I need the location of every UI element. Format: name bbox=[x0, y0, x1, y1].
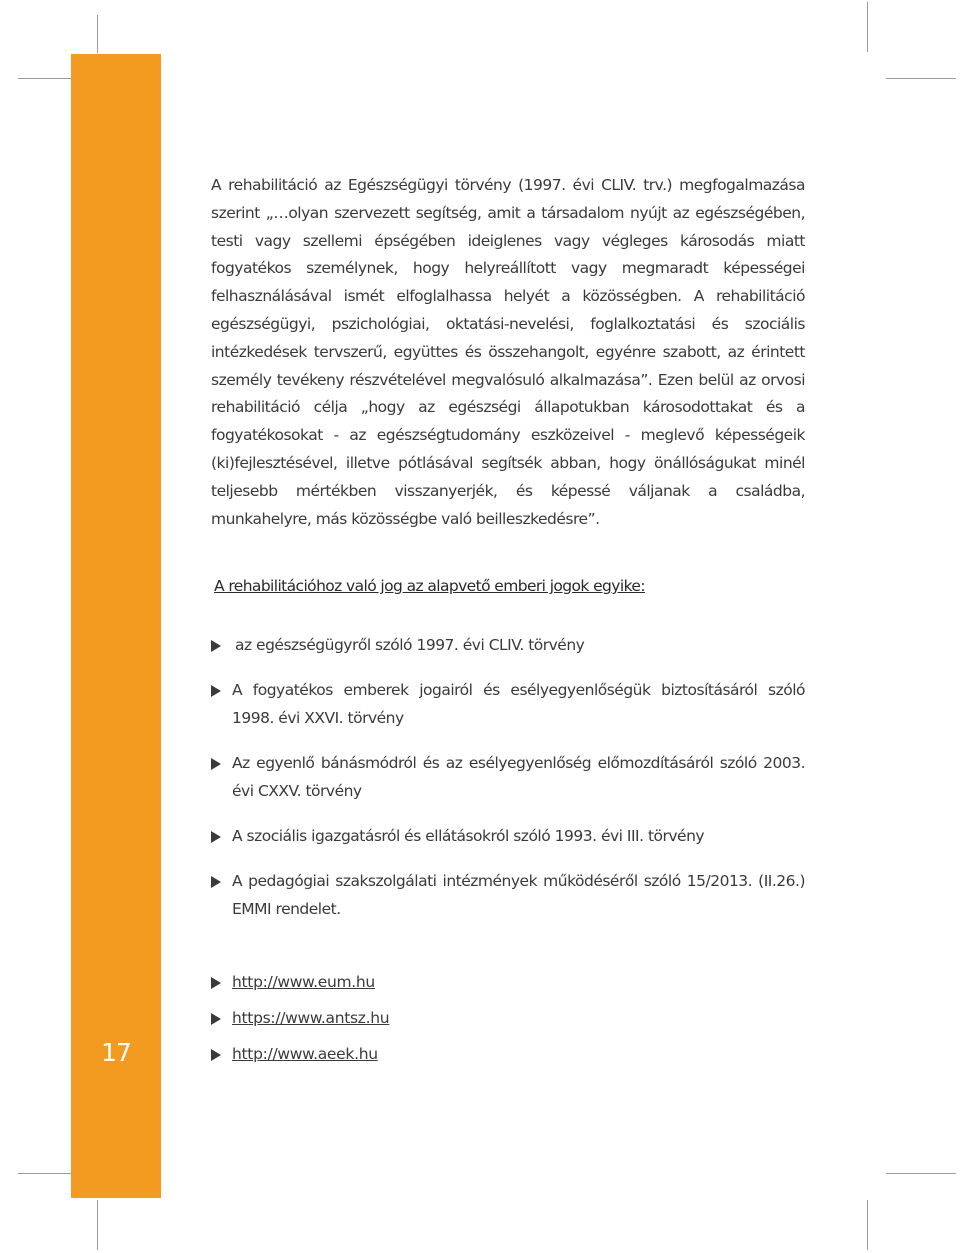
link-item bbox=[211, 1040, 389, 1076]
triangle-arrow-icon bbox=[211, 685, 221, 697]
law-item-text: A fogyatékos emberek jogairól és esélyegyenlőségük biztosításáról szóló 1998. évi XXVI. törvény bbox=[232, 681, 805, 727]
law-item bbox=[211, 676, 805, 732]
crop-mark bbox=[97, 1200, 98, 1250]
orange-side-bar bbox=[71, 54, 161, 1198]
crop-mark bbox=[886, 1173, 956, 1174]
triangle-arrow-icon bbox=[211, 831, 221, 843]
law-list bbox=[211, 631, 805, 923]
triangle-arrow-icon bbox=[211, 876, 221, 888]
triangle-arrow-icon bbox=[211, 758, 221, 770]
link-eum[interactable]: http://www.eum.hu bbox=[232, 973, 375, 991]
link-item bbox=[211, 968, 389, 1004]
triangle-arrow-icon bbox=[211, 640, 221, 652]
crop-mark bbox=[867, 2, 868, 52]
triangle-arrow-icon bbox=[211, 1013, 221, 1025]
crop-mark bbox=[97, 15, 98, 53]
triangle-arrow-icon bbox=[211, 1049, 221, 1061]
law-item bbox=[211, 867, 805, 923]
law-item bbox=[211, 749, 805, 805]
crop-mark bbox=[18, 78, 72, 79]
crop-mark bbox=[867, 1200, 868, 1250]
triangle-arrow-icon bbox=[211, 977, 221, 989]
link-antsz[interactable]: https://www.antsz.hu bbox=[232, 1009, 390, 1027]
law-item bbox=[211, 822, 805, 850]
law-item-text: A pedagógiai szakszolgálati intézmények működéséről szóló 15/2013. (II.26.) EMMI rendelet. bbox=[232, 872, 805, 918]
crop-mark bbox=[18, 1173, 72, 1174]
crop-mark bbox=[886, 78, 956, 79]
law-item-text: az egészségügyről szóló 1997. évi CLIV. törvény bbox=[235, 636, 585, 654]
law-item-text: Az egyenlő bánásmódról és az esélyegyenlőség előmozdításáról szóló 2003. évi CXXV. törvény bbox=[232, 754, 805, 800]
page-number: 17 bbox=[101, 1038, 131, 1067]
law-item bbox=[211, 631, 805, 659]
intro-paragraph: A rehabilitáció az Egészségügyi törvény (1997. évi CLIV. trv.) megfogalmazása szerint „…olyan szervezett segítség, amit a társadalom nyújt az egészségében, testi vagy szellemi épségében ideiglenes vagy végleges károsodás miatt fogyatékos személynek, hogy helyreállított vagy megmaradt képességei felhasználásával ismét elfoglalhassa helyét a közösségben. A rehabilitáció egészségügyi, pszichológiai, oktatási-nevelési, foglalkoztatási és szociális intézkedések tervszerű, együttes és összehangolt, egyénre szabott, az érintett személy tevékeny részvételével megvalósuló alkalmazása”. Ezen belül az orvosi rehabilitáció célja „hogy az egészségi állapotukban károsodottakat és a fogyatékosokat - az egészségtudomány eszközeivel - meglevő képességeik (ki)fejlesztésével, illetve pótlásával segítsék abban, hogy önállóságukat minél teljesebb mértékben visszanyerjék, és képessé váljanak a családba, munkahelyre, más közösségbe való beilleszkedésre”. bbox=[211, 176, 805, 528]
law-item-text: A szociális igazgatásról és ellátásokról szóló 1993. évi III. törvény bbox=[232, 827, 705, 845]
link-list bbox=[211, 968, 389, 1076]
link-item bbox=[211, 1004, 389, 1040]
link-aeek[interactable]: http://www.aeek.hu bbox=[232, 1045, 378, 1063]
rights-heading: A rehabilitációhoz való jog az alapvető emberi jogok egyike: bbox=[214, 577, 645, 595]
